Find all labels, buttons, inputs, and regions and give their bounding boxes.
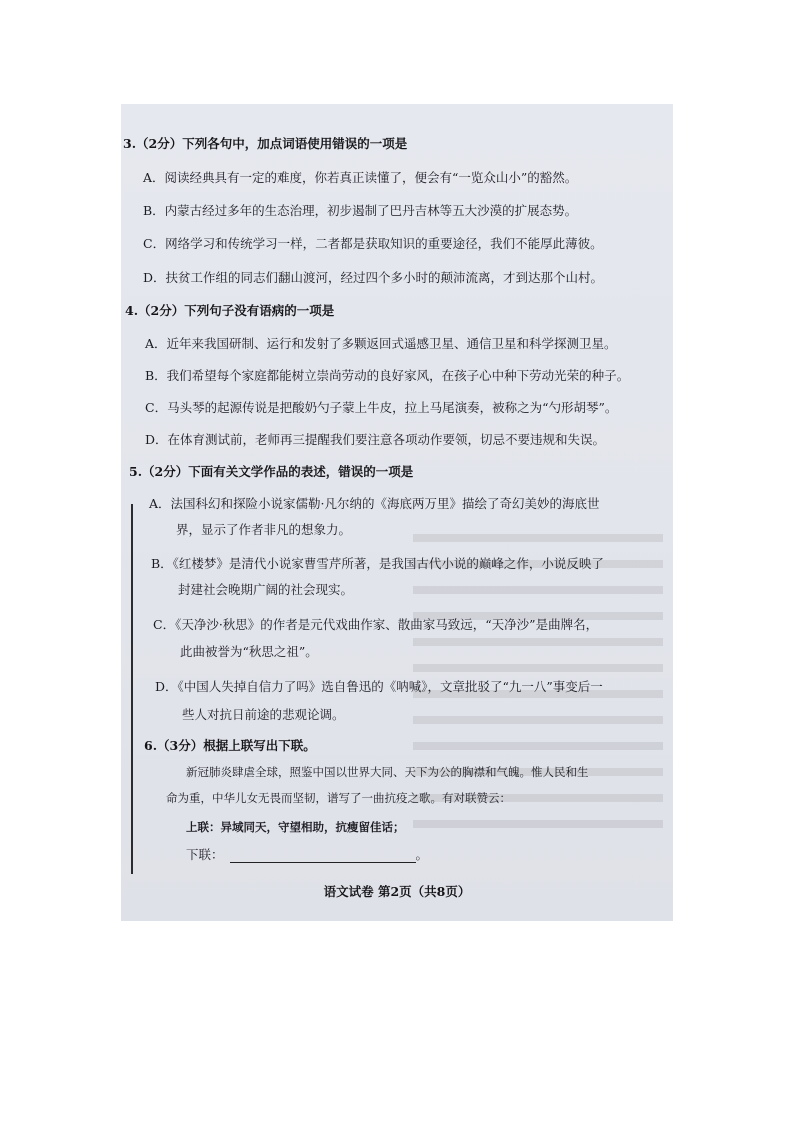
exam-page-photo	[121, 104, 673, 921]
lower-couplet-label: 下联：	[186, 847, 224, 862]
question-3-option-b: B．内蒙古经过多年的生态治理，初步遏制了巴丹吉林等五大沙漠的扩展态势。	[143, 203, 578, 218]
question-4-option-a: A．近年来我国研制、运行和发射了多颗返回式遥感卫星、通信卫星和科学探测卫星。	[145, 336, 617, 351]
question-3-option-a: A．阅读经典具有一定的难度，你若真正读懂了，便会有“一览众山小”的豁然。	[143, 170, 578, 185]
question-5-option-b-line-2: 封建社会晚期广阔的社会现实。	[178, 582, 354, 597]
question-4-option-c: C．马头琴的起源传说是把酸奶勺子蒙上牛皮，拉上马尾演奏，被称之为“勺形胡琴”。	[145, 400, 618, 415]
page-footer: 语文试卷 第2页（共8页）	[323, 884, 471, 899]
question-3-stem: 3.（2分）下列各句中，加点词语使用错误的一项是	[123, 136, 408, 151]
lower-couplet-end-mark: 。	[415, 847, 429, 862]
question-3-option-d: D．扶贫工作组的同志们翻山渡河，经过四个多小时的颠沛流离，才到达那个山村。	[143, 270, 604, 285]
question-3-option-c: C．网络学习和传统学习一样，二者都是获取知识的重要途径，我们不能厚此薄彼。	[143, 236, 603, 251]
question-6-stem: 6.（3分）根据上联写出下联。	[144, 738, 316, 753]
question-4-option-b: B．我们希望每个家庭都能树立崇尚劳动的良好家风，在孩子心中种下劳动光荣的种子。	[145, 368, 630, 383]
question-5-option-c-line-1: C．《天净沙·秋思》的作者是元代戏曲作家、散曲家马致远，“天净沙”是曲牌名，	[153, 617, 599, 632]
lower-couplet-answer-blank[interactable]	[230, 851, 416, 863]
left-margin-line	[131, 504, 133, 874]
question-5-option-c-line-2: 此曲被誉为“秋思之祖”。	[180, 644, 318, 659]
question-4-stem: 4.（2分）下列句子没有语病的一项是	[125, 303, 335, 318]
question-5-stem: 5.（2分）下面有关文学作品的表述，错误的一项是	[129, 464, 414, 479]
question-5-option-d-line-2: 些人对抗日前途的悲观论调。	[182, 707, 345, 722]
question-6-passage-line-1: 新冠肺炎肆虐全球，照鉴中国以世界大同、天下为公的胸襟和气魄。惟人民和生	[186, 765, 589, 779]
question-5-option-b-line-1: B．《红楼梦》是清代小说家曹雪芹所著，是我国古代小说的巅峰之作，小说反映了	[151, 556, 604, 571]
question-5-option-d-line-1: D．《中国人失掉自信力了吗》选自鲁迅的《呐喊》，文章批驳了“九一八”事变后一	[155, 679, 603, 694]
question-5-option-a-line-1: A．法国科幻和探险小说家儒勒·凡尔纳的《海底两万里》描绘了奇幻美妙的海底世	[149, 496, 600, 511]
question-5-option-a-line-2: 界，显示了作者非凡的想象力。	[176, 522, 352, 537]
lower-couplet-row	[186, 847, 428, 863]
question-6-passage-line-2: 命为重，中华儿女无畏而坚韧，谱写了一曲抗疫之歌。有对联赞云：	[166, 791, 511, 805]
question-4-option-d: D．在体育测试前，老师再三提醒我们要注意各项动作要领，切忌不要违规和失误。	[145, 432, 606, 447]
upper-couplet: 上联：异域同天，守望相助，抗瘦留佳话；	[186, 820, 405, 834]
